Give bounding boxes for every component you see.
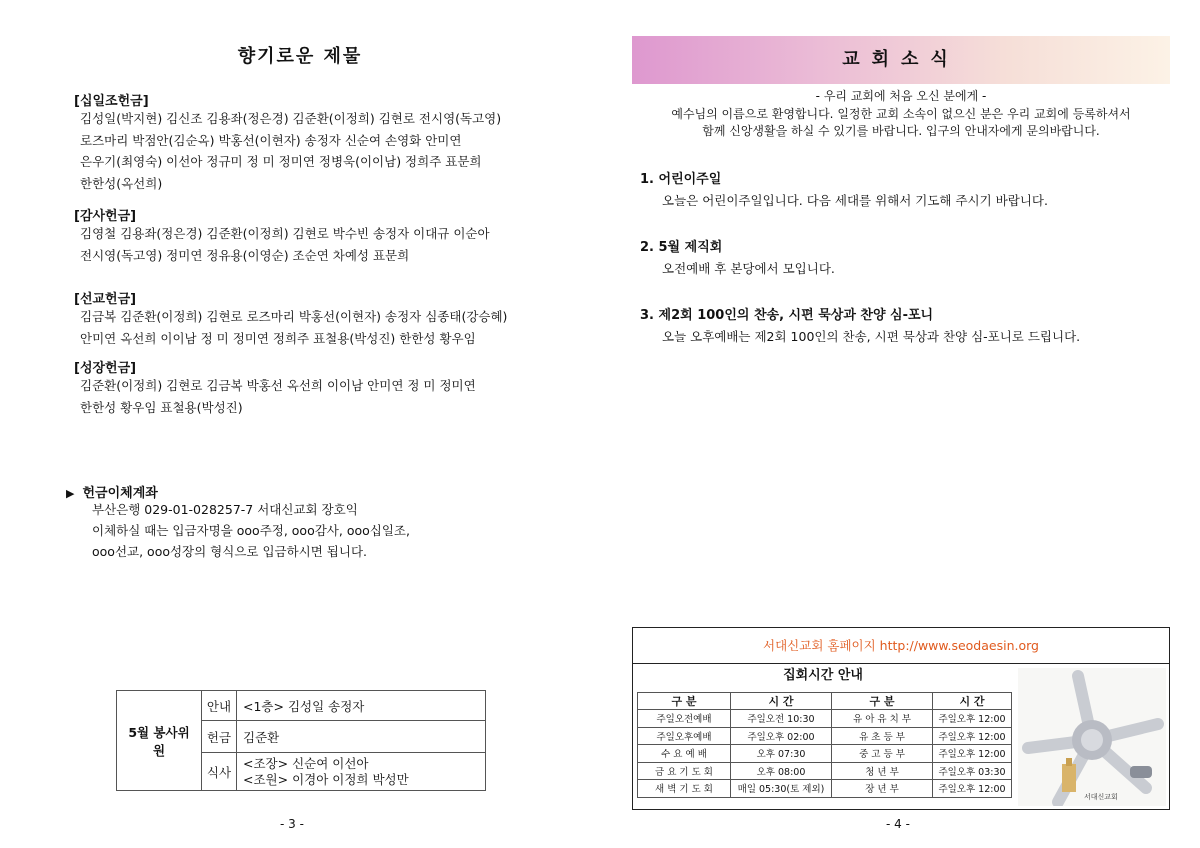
volunteer-name-line: <조장> 신순여 이선아 (243, 755, 369, 771)
meeting-title: 집회시간 안내 (783, 668, 863, 683)
table-cell: 수 요 예 배 (638, 745, 731, 763)
volunteer-row (117, 691, 486, 721)
table-row (638, 762, 1012, 780)
news-title: 교회소식 (842, 49, 960, 70)
transfer-line: 부산은행 029-01-028257-7 서대신교회 장호익 (92, 502, 358, 517)
table-row (638, 710, 1012, 728)
welcome-subtitle: - 우리 교회에 처음 오신 분에게 - (815, 89, 987, 103)
volunteer-role: 식사 (202, 753, 237, 791)
table-cell: 주일오후 12:00 (933, 780, 1012, 798)
table-cell: 주일오전 10:30 (731, 710, 832, 728)
news-item-body: 오전예배 후 본당에서 모입니다. (662, 261, 835, 276)
welcome-line: 예수님의 이름으로 환영합니다. 일정한 교회 소속이 없으신 분은 우리 교회에 등록하셔서 (671, 107, 1131, 121)
mission-line: 안미연 옥선희 이이남 정 미 정미연 정희주 표철용(박성진) 한한성 황우임 (80, 330, 476, 346)
column-header: 시 간 (731, 693, 832, 710)
thanks-heading: [감사헌금] (74, 209, 137, 224)
thanks-line: 김영철 김용좌(정은경) 김준환(이정희) 김현로 박수빈 송정자 이대규 이순아 (80, 226, 490, 241)
tithe-line: 은우기(최영숙) 이선아 정규미 정 미 정미연 정병욱(이이남) 정희주 표문희 (80, 154, 482, 169)
table-cell: 유 아 유 치 부 (832, 710, 933, 728)
table-cell: 주일오후 03:30 (933, 762, 1012, 780)
table-cell: 새 벽 기 도 회 (638, 780, 731, 798)
offering-page-title: 향기로운 제물 (237, 46, 363, 67)
news-item-title: 2. 5월 제직회 (640, 240, 723, 255)
table-cell: 금 요 기 도 회 (638, 762, 731, 780)
triangle-bullet-icon: ▶ (66, 487, 75, 500)
table-cell: 오후 08:00 (731, 762, 832, 780)
table-cell: 중 고 등 부 (832, 745, 933, 763)
mission-heading: [선교헌금] (74, 292, 137, 307)
tithe-line: 김성일(박지현) 김신조 김용좌(정은경) 김준환(이정희) 김현로 전시영(독고영) (80, 111, 502, 126)
table-row (638, 745, 1012, 763)
column-header: 구 분 (638, 693, 731, 710)
tithe-heading: [십일조헌금] (74, 94, 149, 109)
table-cell: 청 년 부 (832, 762, 933, 780)
growth-line: 한한성 황우임 표철용(박성진) (80, 399, 243, 415)
column-header: 시 간 (933, 693, 1012, 710)
welcome-line: 함께 신앙생활을 하실 수 있기를 바랍니다. 입구의 안내자에게 문의바랍니다. (702, 124, 1100, 138)
volunteer-role: 안내 (202, 691, 237, 721)
transfer-heading-text: 헌금이체계좌 (82, 486, 158, 501)
table-row (638, 780, 1012, 798)
growth-line: 김준환(이정희) 김현로 김금복 박홍선 옥선희 이이남 안미연 정 미 정미연 (80, 378, 476, 393)
news-item-body: 오늘 오후예배는 제2회 100인의 찬송, 시편 묵상과 찬양 심-포니로 드립니다. (662, 329, 1081, 344)
map-label: 서대신교회 (1084, 793, 1118, 801)
table-cell: 오후 07:30 (731, 745, 832, 763)
page-number-left: - 3 - (280, 817, 304, 831)
volunteer-names (237, 753, 486, 791)
column-header: 구 분 (832, 693, 933, 710)
table-cell: 장 년 부 (832, 780, 933, 798)
transfer-line: ooo선교, ooo성장의 형식으로 입금하시면 됩니다. (92, 544, 368, 559)
table-row (638, 727, 1012, 745)
meeting-time-table (637, 692, 1012, 798)
table-cell: 주일오전예배 (638, 710, 731, 728)
transfer-heading (66, 482, 158, 501)
table-cell: 주일오후 12:00 (933, 745, 1012, 763)
news-item-title: 1. 어린이주일 (640, 172, 722, 187)
tithe-line: 로즈마리 박점안(김순옥) 박홍선(이현자) 송정자 신순여 손영화 안미연 (80, 132, 462, 148)
table-cell: 주일오후 12:00 (933, 710, 1012, 728)
tithe-line: 한한성(옥선희) (80, 175, 163, 191)
volunteer-names: <1층> 김성일 송정자 (237, 691, 486, 721)
table-cell: 매일 05:30(토 제외) (731, 780, 832, 798)
info-box (632, 627, 1170, 810)
table-cell: 유 초 등 부 (832, 727, 933, 745)
table-cell: 주일오후 02:00 (731, 727, 832, 745)
church-location-map (1018, 668, 1166, 806)
volunteer-heading: 5월 봉사위원 (117, 691, 202, 791)
transfer-line: 이체하실 때는 입금자명을 ooo주정, ooo감사, ooo십일조, (92, 523, 410, 538)
growth-heading: [성장헌금] (74, 361, 137, 376)
news-item-body: 오늘은 어린이주일입니다. 다음 세대를 위해서 기도해 주시기 바랍니다. (662, 193, 1048, 208)
news-item-title: 3. 제2회 100인의 찬송, 시편 묵상과 찬양 심-포니 (640, 308, 934, 323)
volunteer-table (116, 690, 486, 791)
page-number-right: - 4 - (886, 817, 910, 831)
table-header-row (638, 693, 1012, 710)
volunteer-name-line: <조원> 이경아 이정희 박성만 (243, 771, 409, 787)
table-cell: 주일오후예배 (638, 727, 731, 745)
thanks-line: 전시영(독고영) 정미연 정유용(이영순) 조순연 차예성 표문희 (80, 247, 410, 263)
volunteer-names: 김준환 (237, 721, 486, 753)
volunteer-role: 헌금 (202, 721, 237, 753)
homepage-link[interactable]: 서대신교회 홈페이지 http://www.seodaesin.org (633, 628, 1169, 664)
mission-line: 김금복 김준환(이정희) 김현로 로즈마리 박홍선(이현자) 송정자 심종태(강승혜) (80, 309, 508, 324)
table-cell: 주일오후 12:00 (933, 727, 1012, 745)
